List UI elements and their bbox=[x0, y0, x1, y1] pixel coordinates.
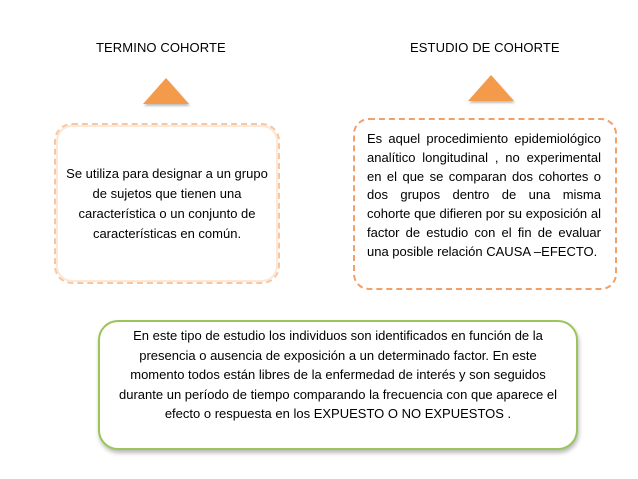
triangle-right-icon bbox=[468, 75, 514, 101]
explanation-box bbox=[98, 320, 578, 450]
heading-estudio-de-cohorte: ESTUDIO DE COHORTE bbox=[410, 40, 560, 55]
definition-text-estudio: Es aquel procedimiento epidemiológico analítico longitudinal , no experimental en el que se comparan dos cohortes o dos grupos dentro de una misma cohorte que difieren por su exposición al factor de estudio con el fin de evaluar una posible relación CAUSA –EFECTO. bbox=[367, 131, 601, 259]
definition-text-termino: Se utiliza para designar a un grupo de sujetos que tienen una característica o un conjunto de características en común. bbox=[66, 165, 268, 241]
definition-box-estudio bbox=[353, 118, 617, 290]
explanation-text: En este tipo de estudio los individuos son identificados en función de la presencia o ausencia de exposición a un determinado factor. En este momento todos están libres de la enfermedad de interés y son seguidos durante un período de tiempo comparando la frecuencia con que aparece el efecto o respuesta en los EXPUESTO O NO EXPUESTOS . bbox=[119, 328, 557, 421]
triangle-left-icon bbox=[143, 78, 189, 104]
definition-box-termino bbox=[54, 123, 280, 284]
heading-termino-cohorte: TERMINO COHORTE bbox=[96, 40, 226, 55]
